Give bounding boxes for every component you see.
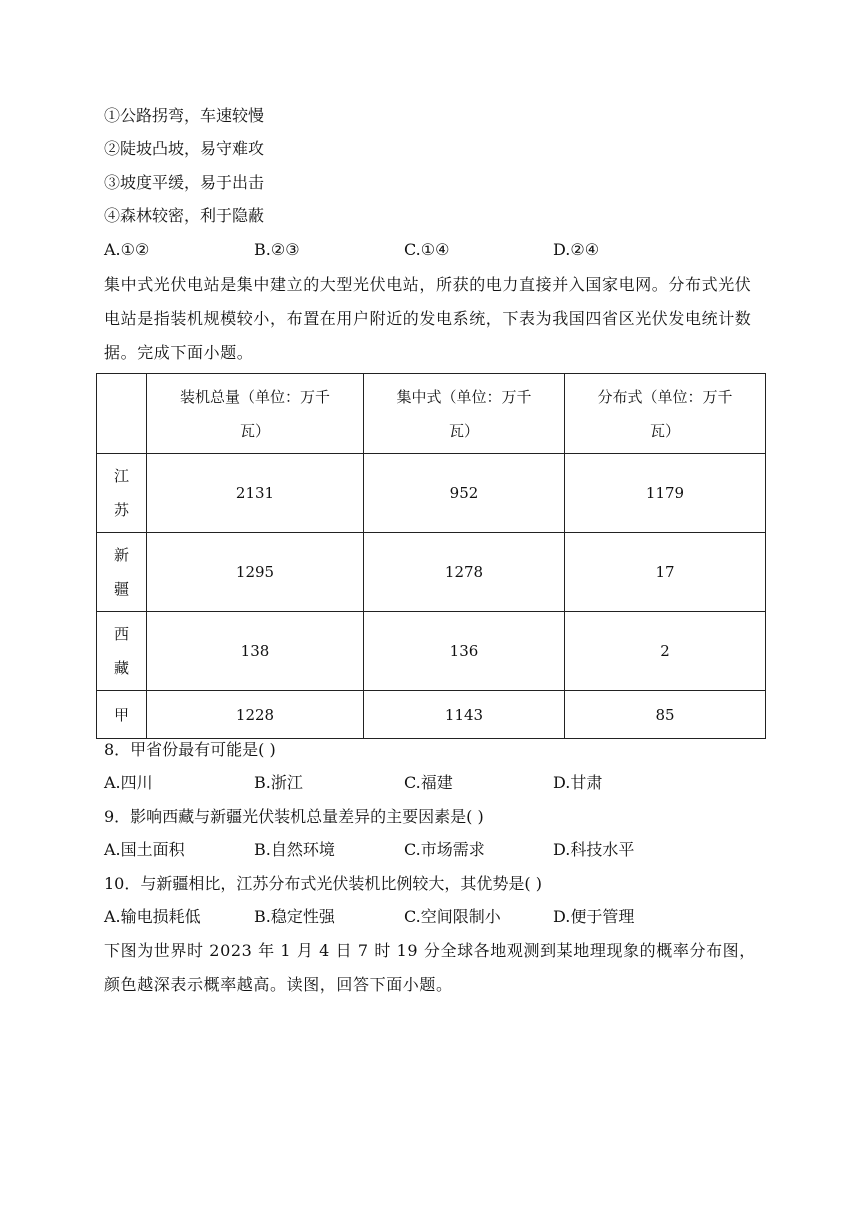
- q8-option-a[interactable]: A.四川: [104, 773, 153, 792]
- header-cell-centralized: [364, 374, 565, 454]
- province-name: 甲: [113, 705, 129, 724]
- question-10-options: [104, 906, 764, 928]
- province-name: 西藏: [113, 625, 129, 677]
- q9-option-b[interactable]: B.自然环境: [254, 840, 335, 859]
- province-cell: [97, 454, 147, 533]
- distributed-cell: 2: [565, 612, 766, 691]
- q10-option-a[interactable]: A.输电损耗低: [104, 907, 201, 926]
- table-header-row: [97, 374, 766, 454]
- q8-option-d[interactable]: D.甘肃: [553, 773, 603, 792]
- q10-option-d[interactable]: D.便于管理: [553, 907, 635, 926]
- distributed-cell: 1179: [565, 454, 766, 533]
- centralized-cell: 952: [364, 454, 565, 533]
- q7-option-c[interactable]: C.①④: [404, 240, 450, 259]
- q9-option-a[interactable]: A.国土面积: [104, 840, 185, 859]
- centralized-cell: 1278: [364, 533, 565, 612]
- q7-option-d[interactable]: D.②④: [553, 240, 600, 259]
- question-8-stem: 8．甲省份最有可能是( ): [104, 740, 276, 759]
- q7-option-b[interactable]: B.②③: [254, 240, 300, 259]
- distributed-cell: 17: [565, 533, 766, 612]
- header-cell-total: [147, 374, 364, 454]
- statement-2: ②陡坡凸坡，易守难攻: [104, 139, 265, 158]
- table-row: [97, 612, 766, 691]
- centralized-cell: 136: [364, 612, 565, 691]
- question-9-options: [104, 839, 764, 861]
- header-distributed-text: 分布式（单位：万千瓦）: [597, 387, 733, 440]
- header-centralized-text: 集中式（单位：万千瓦）: [396, 387, 532, 440]
- q7-options: [104, 239, 764, 261]
- q10-option-b[interactable]: B.稳定性强: [254, 907, 335, 926]
- statement-1: ①公路拐弯，车速较慢: [104, 106, 265, 125]
- question-8-options: [104, 772, 764, 794]
- total-cell: 1228: [147, 691, 364, 739]
- table-row: [97, 454, 766, 533]
- total-cell: 2131: [147, 454, 364, 533]
- q9-option-c[interactable]: C.市场需求: [404, 840, 485, 859]
- q8-option-c[interactable]: C.福建: [404, 773, 453, 792]
- question-10-stem: 10．与新疆相比，江苏分布式光伏装机比例较大，其优势是( ): [104, 874, 542, 893]
- province-cell: [97, 533, 147, 612]
- q8-option-b[interactable]: B.浙江: [254, 773, 303, 792]
- table-row: [97, 533, 766, 612]
- province-name: 江苏: [113, 467, 129, 519]
- intro-paragraph: 集中式光伏电站是集中建立的大型光伏电站，所获的电力直接并入国家电网。分布式光伏电站是指装机规模较小，布置在用户附近的发电系统，下表为我国四省区光伏发电统计数据。完成下面小题。: [104, 275, 752, 362]
- centralized-cell: 1143: [364, 691, 565, 739]
- header-total-text: 装机总量（单位：万千瓦）: [179, 387, 330, 440]
- total-cell: 1295: [147, 533, 364, 612]
- total-cell: 138: [147, 612, 364, 691]
- question-9-stem: 9．影响西藏与新疆光伏装机总量差异的主要因素是( ): [104, 807, 484, 826]
- pv-data-table: [96, 373, 766, 739]
- q10-option-c[interactable]: C.空间限制小: [404, 907, 501, 926]
- province-name: 新疆: [113, 546, 129, 598]
- table-row: [97, 691, 766, 739]
- distributed-cell: 85: [565, 691, 766, 739]
- header-cell-distributed: [565, 374, 766, 454]
- q7-option-a[interactable]: A.①②: [104, 240, 150, 259]
- province-cell: [97, 691, 147, 739]
- q9-option-d[interactable]: D.科技水平: [553, 840, 635, 859]
- province-cell: [97, 612, 147, 691]
- closing-paragraph: 下图为世界时 2023 年 1 月 4 日 7 时 19 分全球各地观测到某地理现象的概率分布图，颜色越深表示概率越高。读图，回答下面小题。: [104, 941, 756, 994]
- statement-3: ③坡度平缓，易于出击: [104, 173, 265, 192]
- statement-4: ④森林较密，利于隐蔽: [104, 206, 265, 225]
- header-cell-blank: [97, 374, 147, 454]
